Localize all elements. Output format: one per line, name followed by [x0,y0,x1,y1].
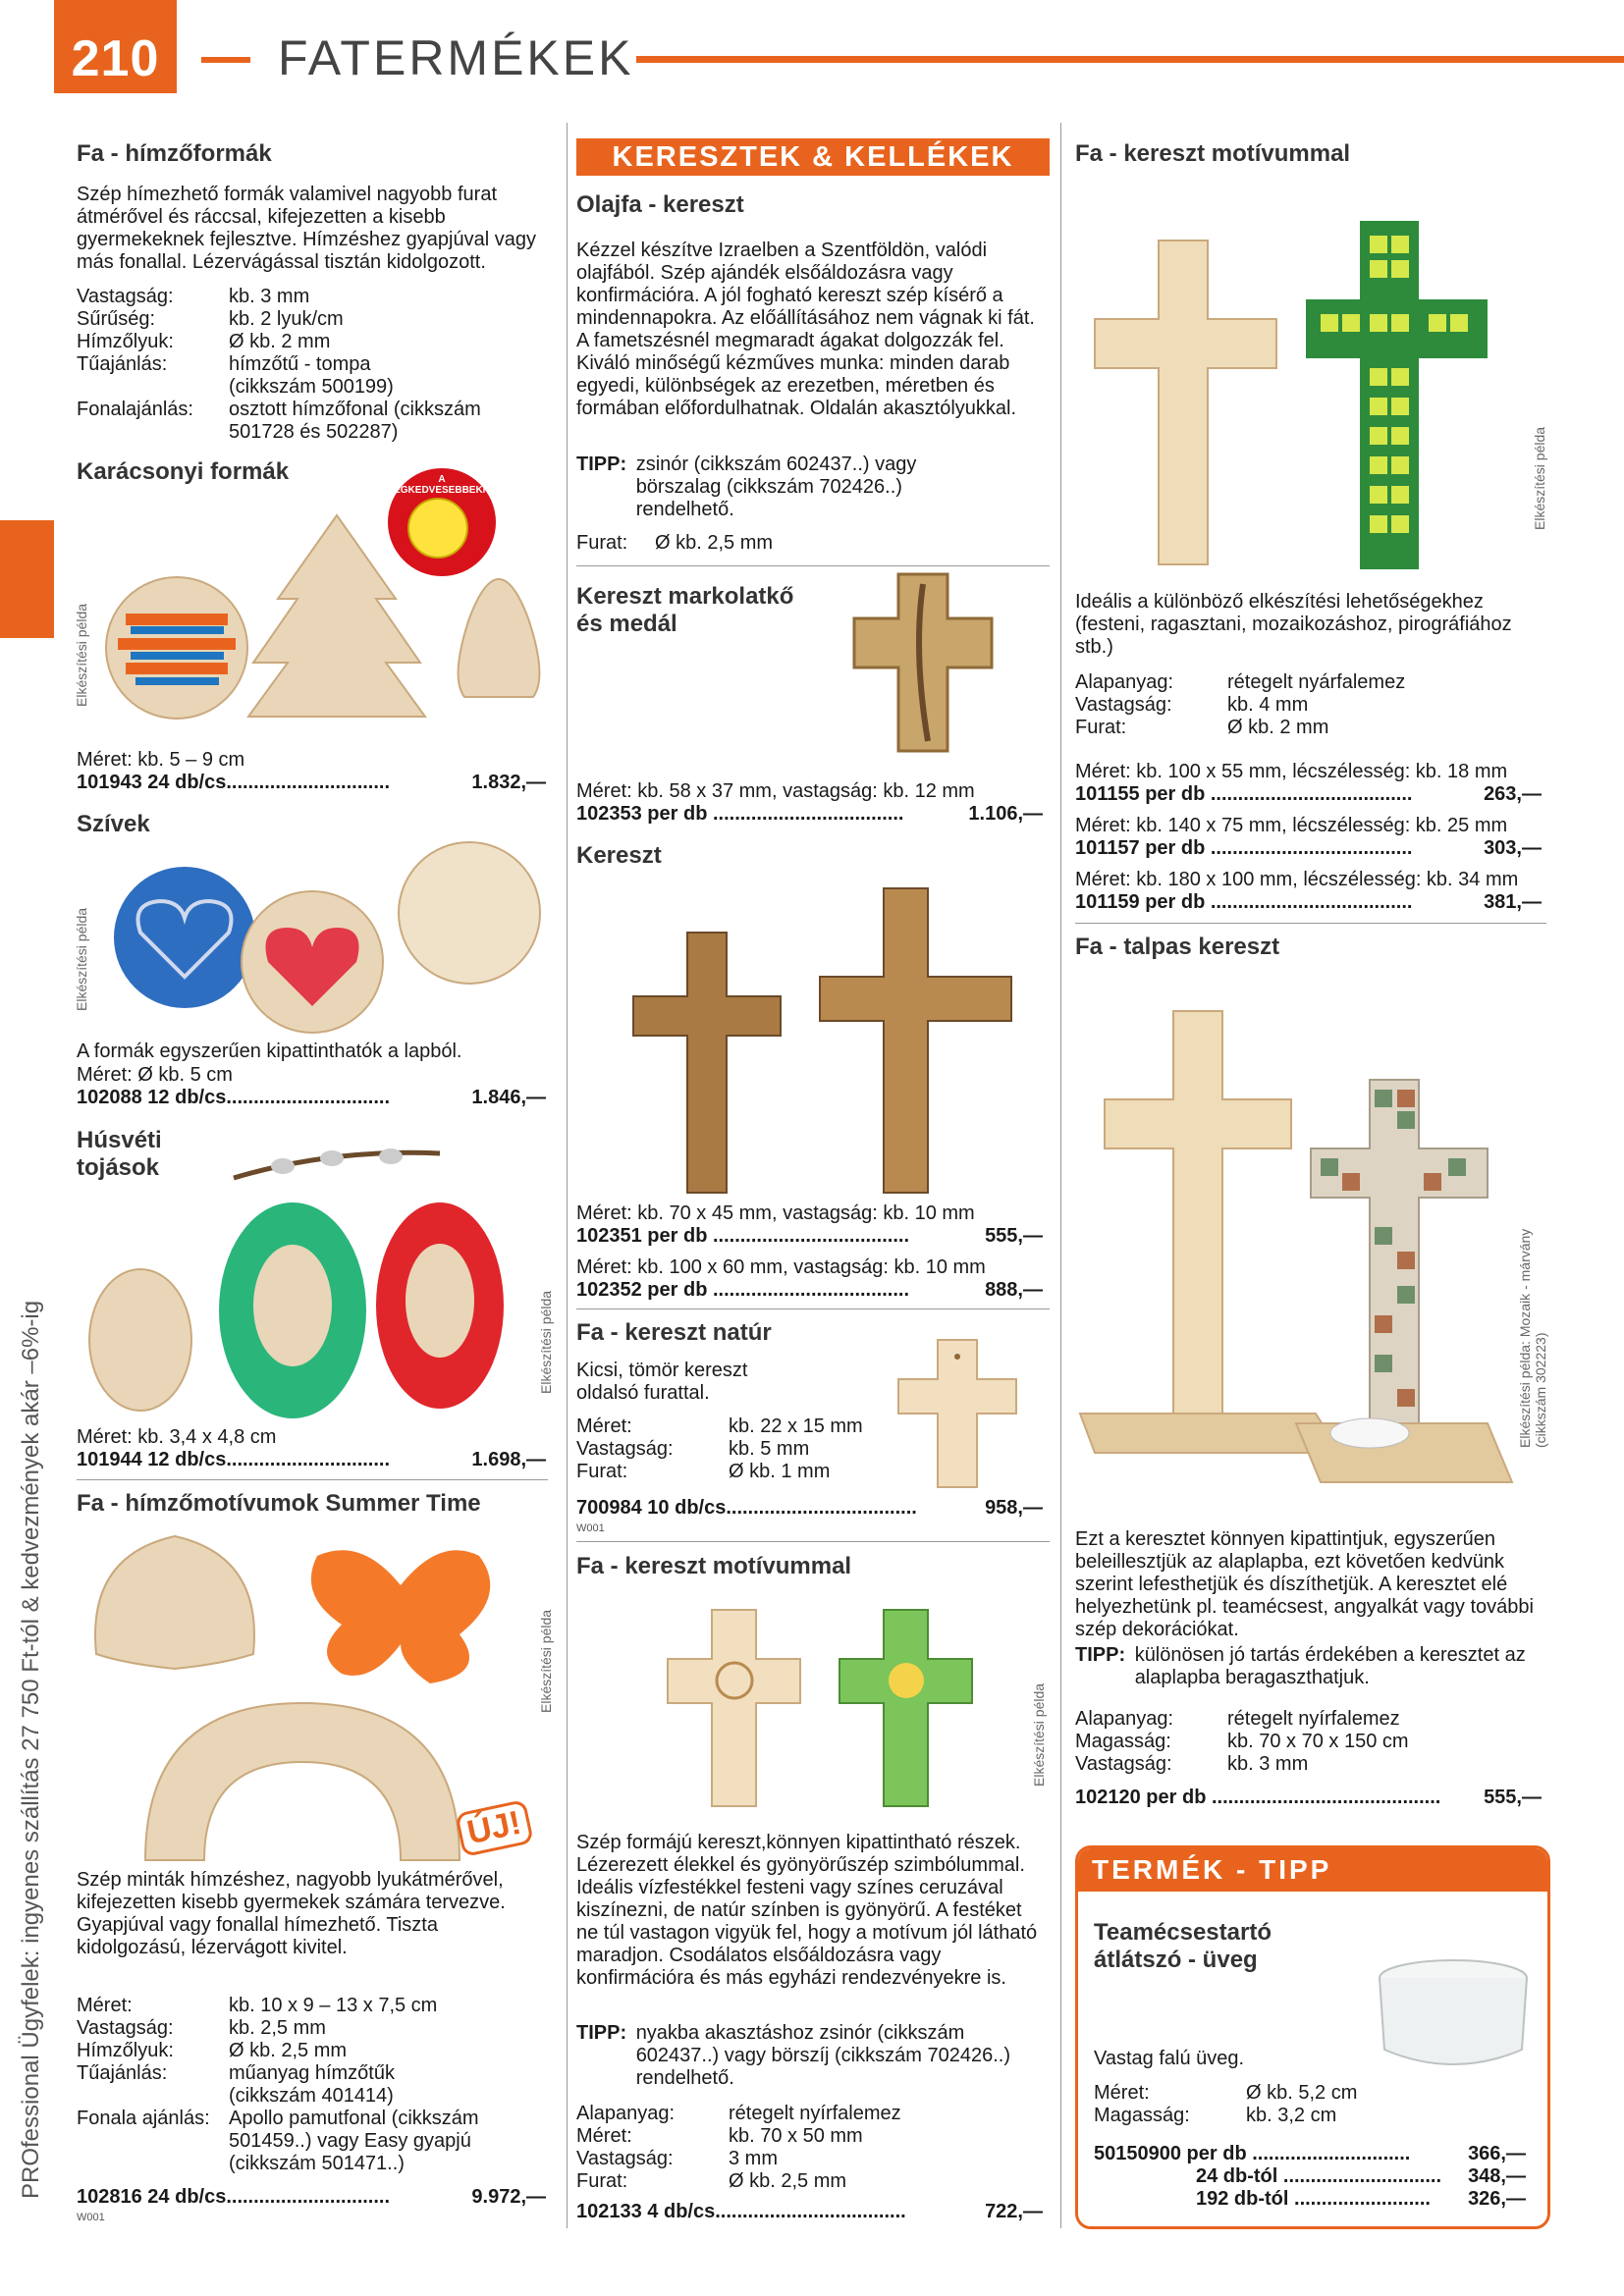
standing-crosses-image [1075,1001,1546,1512]
hearts-image [77,815,568,1041]
hearts-size: Méret: Ø kb. 5 cm [77,1064,233,1086]
spec-key: Tűajánlás: [77,2062,168,2084]
embroidery-specs [77,286,558,444]
order-line: 102352 per db .................................... [576,1279,910,1301]
hearts-note: A formák egyszerűen kipattinthatók a lapból. [77,1041,462,1062]
spec-key: Hímzőlyuk: [77,2040,174,2061]
motif3-order-2 [1075,837,1542,860]
olive-crosses-image [609,879,1041,1202]
cross-order-2 [576,1279,1043,1302]
hearts-order [77,1087,546,1109]
spec-value: 3 mm [729,2148,778,2169]
christmas-order [77,772,546,794]
spec-value: kb. 3 mm [229,286,310,307]
order-line: 24 db-tól ............................. [1196,2165,1442,2187]
motif-title: Fa - kereszt motívummal [576,1553,852,1579]
tip-label: TIPP: [576,454,627,475]
christmas-ornaments-image [77,501,568,726]
spec-key: Sűrűség: [77,308,156,330]
photo-note: Elkészítési példa [1031,1682,1047,1787]
spec-value: rétegelt nyárfalemez [1227,671,1406,693]
product-tip-box [1075,1845,1550,2229]
tip-box-order-1 [1094,2143,1526,2165]
spec-value: hímzőtű - tompa (cikkszám 500199) [229,353,394,398]
spec-value: kb. 22 x 15 mm [729,1415,863,1437]
spec-key: Furat: [576,1461,628,1482]
column-divider [1060,123,1061,2228]
spec-value: Ø kb. 2,5 mm [729,2170,847,2192]
summer-desc: Szép minták hímzéshez, nagyobb lyukátmérővel, kifejezetten kisebb gyermekek számára tervezve. Gyapjúval vagy fonallal hímezhető. Tiszta kidolgozású, lézervágott kivitel. [77,1869,506,1958]
header-rule [636,56,1624,63]
spec-value: műanyag hímzőtűk (cikkszám 401414) [229,2062,395,2107]
spec-key: Vastagság: [576,2148,674,2169]
order-line: 101155 per db ..................................... [1075,783,1413,805]
price: 366,— [1468,2143,1526,2164]
christmas-title: Karácsonyi formák [77,458,290,485]
spec-value: Ø kb. 2 mm [229,331,331,352]
order-line: 101159 per db ..................................... [1075,891,1413,913]
cross-order-1 [576,1225,1043,1248]
motif-order [576,2201,1043,2223]
spec-key: Méret: [1094,2082,1150,2104]
summer-title: Fa - hímzőmotívumok Summer Time [77,1490,481,1517]
spec-value: rétegelt nyírfalemez [1227,1708,1400,1730]
easter-size: Méret: kb. 3,4 x 4,8 cm [77,1426,277,1448]
spec-key: Magasság: [1075,1731,1171,1752]
column-divider [567,123,568,2228]
order-line: 102133 4 db/cs................................... [576,2201,906,2222]
order-line: 102120 per db .......................................... [1075,1787,1441,1808]
hearts-title: Szívek [77,811,150,837]
divider [576,1541,1050,1542]
embroidery-title: Fa - hímzőformák [77,140,272,167]
motif-crosses-image [648,1580,1001,1816]
price: 1.698,— [471,1449,546,1470]
natural-desc: Kicsi, tömör kereszt oldalsó furattal. [576,1360,748,1404]
motif3-desc: Ideális a különböző elkészítési lehetőségekhez (festeni, ragasztani, mozaikozáshoz, pirográfiához stb.) [1075,591,1512,658]
divider [1075,923,1546,924]
tip-box-desc: Vastag falú üveg. [1094,2048,1245,2069]
spec-value: kb. 3 mm [1227,1753,1309,1775]
order-line: 101944 12 db/cs.............................. [77,1449,391,1470]
tip-text: nyakba akasztáshoz zsinór (cikkszám 602437..) vagy börszíj (cikkszám 702426..) rendelhető. [635,2022,1010,2089]
tip-text: különösen jó tartás érdekében a keresztet az alaplapba beragaszthatjuk. [1134,1644,1526,1688]
spec-value: Ø kb. 2,5 mm [655,532,774,554]
price: 555,— [1484,1787,1542,1808]
easter-title: Húsvéti tojások [77,1127,162,1181]
price: 555,— [985,1225,1043,1247]
price: 1.846,— [471,1087,546,1108]
header-dash [201,57,250,63]
motif3-size-2: Méret: kb. 140 x 75 mm, lécszélesség: kb. 25 mm [1075,815,1508,836]
spec-value: Ø kb. 1 mm [729,1461,831,1482]
spec-key: Furat: [576,532,628,554]
spec-key: Méret: [576,1415,632,1437]
price: 958,— [985,1497,1043,1519]
christmas-size: Méret: kb. 5 – 9 cm [77,749,245,771]
spec-value: kb. 10 x 9 – 13 x 7,5 cm [229,1995,438,2016]
photo-note: Elkészítési példa [538,1290,554,1394]
spec-value: Apollo pamutfonal (cikkszám 501459..) vagy Easy gyapjú (cikkszám 501471..) [229,2108,479,2174]
motif-tip [576,2022,1048,2090]
motif3-title: Fa - kereszt motívummal [1075,140,1351,167]
tip-box-title: Teamécsestartó átlátszó - üveg [1094,1919,1272,1973]
tip-box-order-2 [1196,2165,1526,2188]
price: 722,— [985,2201,1043,2222]
spec-key: Fonalajánlás: [77,399,193,420]
price: 348,— [1468,2165,1526,2187]
spec-key: Vastagság: [576,1438,674,1460]
spec-value: kb. 5 mm [729,1438,810,1460]
spec-value: rétegelt nyírfalemez [729,2103,901,2124]
spec-key: Alapanyag: [1075,671,1174,693]
tip-text: zsinór (cikkszám 602437..) vagy börszalag (cikkszám 702426..) rendelhető. [635,454,917,520]
standing-desc: Ezt a keresztet könnyen kipattintjuk, egyszerűen beleillesztjük az alaplapba, ezt követően kedvünk szerint lefesthetjük és díszíthetjük. A keresztet elé helyezhetünk pl. teamécsest, angyalkát vagy további szép dekorációkat. [1075,1528,1534,1640]
order-line: 102088 12 db/cs.............................. [77,1087,391,1108]
tip-box-header: TERMÉK - TIPP [1078,1848,1547,1892]
spec-key: Alapanyag: [1075,1708,1174,1730]
price: 303,— [1484,837,1542,859]
easter-order [77,1449,546,1471]
photo-note: Elkészítési példa [74,907,89,1011]
order-line: 101943 24 db/cs.............................. [77,772,391,793]
photo-note: Elkészítési példa [1532,426,1547,530]
standing-specs [1075,1708,1546,1776]
olive-desc: Kézzel készítve Izraelben a Szentföldön, valódi olajfából. Szép ajándék elsőáldozásra vagy konfirmációra. A jól fogható kereszt szép kísérő a mindennapokra. Az előállításához nem vágnak ki fát. A fametszésnél megmaradt ágakat dolgozzák fel. Kiváló minőségű kézműves munka: minden darab egyedi, különbségek az erezetben, méretben és formában előfordulhatnak. Oldalán akasztólyukkal. [576,240,1035,419]
natural-cross-image [893,1335,1021,1492]
natural-title: Fa - kereszt natúr [576,1319,772,1346]
price: 888,— [985,1279,1043,1301]
cross-size-2: Méret: kb. 100 x 60 mm, vastagság: kb. 10 mm [576,1256,986,1278]
price: 326,— [1468,2188,1526,2210]
spec-key: Furat: [576,2170,628,2192]
easter-eggs-image [77,1129,528,1423]
sidebar-promo: PROfessional Ügyfelek: ingyenes szállítás 27 750 Ft-tól & kedvezmények akár –6%-ig [18,1300,44,2199]
motif3-specs [1075,671,1546,739]
handstone-title: Kereszt markolatkő és medál [576,583,794,637]
standing-title: Fa - talpas kereszt [1075,934,1280,960]
order-line: 102353 per db ................................... [576,803,904,825]
tip-label: TIPP: [576,2022,627,2044]
olive-tip [576,454,1048,521]
handstone-order [576,803,1043,826]
spec-key: Méret: [576,2125,632,2147]
price: 381,— [1484,891,1542,913]
motif3-size-3: Méret: kb. 180 x 100 mm, lécszélesség: kb. 34 mm [1075,869,1519,890]
glass-tealight-image [1373,1956,1535,2079]
spec-key: Hímzőlyuk: [77,331,174,352]
price: 9.972,— [471,2186,546,2208]
spec-key: Alapanyag: [576,2103,676,2124]
photo-note: Elkészítési példa [74,603,89,707]
sidebar-tab [0,520,54,638]
cross-size-1: Méret: kb. 70 x 45 mm, vastagság: kb. 10 mm [576,1202,975,1224]
spec-value: kb. 4 mm [1227,694,1309,716]
motif3-order-3 [1075,891,1542,914]
spec-value: kb. 70 x 70 x 150 cm [1227,1731,1409,1752]
badge-text: A LEGKEDVESEBBEKNEK [388,474,504,496]
order-line: 101157 per db ..................................... [1075,837,1413,859]
spec-value: kb. 2,5 mm [229,2017,326,2039]
price: 1.832,— [471,772,546,793]
tip-label: TIPP: [1075,1644,1126,1666]
spec-value: Ø kb. 2 mm [1227,717,1329,738]
cross-title: Kereszt [576,842,662,869]
spec-key: Tűajánlás: [77,353,168,375]
olive-title: Olajfa - kereszt [576,191,744,218]
item-code: W001 [77,2212,105,2223]
motif-desc: Szép formájú kereszt,könnyen kipattintható részek. Lézerezett élekkel és gyönyörűszép szimbólummal. Ideális vízfestékkel festeni vagy színes ceruzával kiszínezni, de natúr színben is gyönyörű. A festéket ne túl vastagon vigyük fel, hogy a motívum jól látható maradjon. Csodálatos elsőáldozásra vagy konfirmációra és más egyházi rendezvényekre is. [576,1832,1038,1989]
spec-key: Magasság: [1094,2105,1190,2126]
spec-key: Vastagság: [77,2017,174,2039]
order-line: 192 db-tól ......................... [1196,2188,1431,2210]
summer-specs-yarn [77,2108,558,2175]
price: 263,— [1484,783,1542,805]
tip-box-specs [1094,2082,1388,2127]
spec-value: Ø kb. 2,5 mm [229,2040,348,2061]
order-line: 50150900 per db ............................. [1094,2143,1411,2164]
wooden-crosses-image [1085,191,1497,574]
spec-key: Méret: [77,1995,133,2016]
new-badge: ÚJ! [455,1799,534,1857]
standing-photo-note: Elkészítési példa: Mozaik - márvány (cikkszám 302223) [1517,1228,1548,1448]
summer-specs [77,1995,558,2108]
price: 1.106,— [968,803,1043,825]
spec-key: Vastagság: [77,286,174,307]
spec-value: Ø kb. 5,2 cm [1246,2082,1358,2104]
motif-specs [576,2103,1038,2193]
standing-order [1075,1787,1542,1809]
handstone-cross-image [844,564,1011,761]
spec-value: kb. 2 lyuk/cm [229,308,344,330]
spec-key: Fonala ajánlás: [77,2108,210,2129]
order-line: 102816 24 db/cs.............................. [77,2186,391,2208]
item-code: W001 [576,1522,605,1534]
tip-box-order-3 [1196,2188,1526,2211]
spec-value: osztott hímzőfonal (cikkszám 501728 és 502287) [229,399,481,443]
olive-drill [576,532,773,555]
natural-specs [576,1415,891,1483]
motif3-order-1 [1075,783,1542,806]
embroidery-desc: Szép hímezhető formák valamivel nagyobb furat átmérővel és ráccsal, kifejezetten a kisebb gyermekeknek fejlesztve. Hímzéshez gyapjúval vagy más fonallal. Lézervágással tisztán kidolgozott. [77,184,536,273]
summer-order [77,2186,546,2209]
order-line: 700984 10 db/cs................................... [576,1497,917,1519]
spec-key: Vastagság: [1075,694,1172,716]
divider [576,1308,1050,1309]
category-title: FATERMÉKEK [278,30,634,85]
motif3-size-1: Méret: kb. 100 x 55 mm, lécszélesség: kb. 18 mm [1075,761,1508,782]
natural-order [576,1497,1043,1520]
photo-note: Elkészítési példa [538,1609,554,1713]
handstone-size: Méret: kb. 58 x 37 mm, vastagság: kb. 12 mm [576,780,975,802]
spec-key: Furat: [1075,717,1127,738]
section-banner: KERESZTEK & KELLÉKEK [576,138,1050,176]
spec-value: kb. 3,2 cm [1246,2105,1337,2126]
spec-key: Vastagság: [1075,1753,1172,1775]
order-line: 102351 per db .................................... [576,1225,910,1247]
divider [77,1479,548,1480]
spec-value: kb. 70 x 50 mm [729,2125,863,2147]
standing-tip [1075,1644,1546,1689]
page-number: 210 [71,30,160,87]
